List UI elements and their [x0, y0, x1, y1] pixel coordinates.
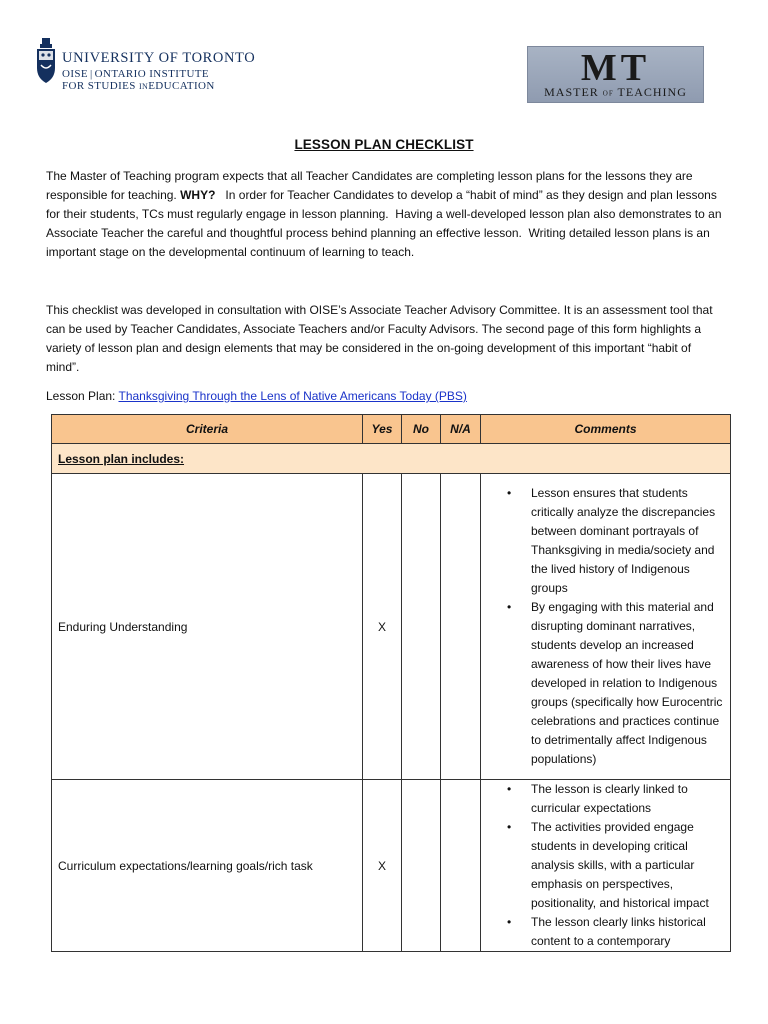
- mt-caption-master: MASTER: [544, 85, 599, 99]
- mt-caption: [528, 85, 703, 100]
- oise-line-2: [62, 80, 215, 92]
- yes-cell: X: [363, 780, 402, 952]
- na-cell: [441, 780, 481, 952]
- table-header-row: [52, 415, 731, 444]
- comment-item: • Lesson ensures that students critically analyze the discrepancies between dominant portrayals of Thanksgiving in media/society and the lived history of Indigenous groups: [531, 484, 724, 598]
- mt-caption-of: OF: [602, 89, 614, 98]
- intro-paragraph-2: This checklist was developed in consultation with OISE’s Associate Teacher Advisory Committee. It is an assessment tool that can be used by Teacher Candidates, Associate Teachers and/or Faculty Advisors. The second page of this form highlights a variety of lesson plan and design elements that may be considered in the on-going development of this important “habit of mind”.: [46, 303, 713, 374]
- checklist-table: [51, 414, 731, 952]
- mt-caption-teaching: TEACHING: [617, 85, 687, 99]
- oise-line-2-in: IN: [138, 82, 149, 91]
- oise-line-2-a: FOR STUDIES: [62, 80, 136, 92]
- criteria-cell: Curriculum expectations/learning goals/rich task: [52, 780, 363, 952]
- lesson-plan-label: Lesson Plan:: [46, 389, 119, 403]
- comments-cell: [481, 474, 731, 780]
- table-row: [52, 474, 731, 780]
- master-of-teaching-logo: [527, 46, 704, 103]
- mt-letters: MT: [580, 47, 651, 89]
- comments-cell: [481, 780, 731, 952]
- comments-list: [487, 484, 724, 769]
- oise-line-2-b: EDUCATION: [148, 80, 215, 92]
- university-name: UNIVERSITY OF TORONTO: [62, 50, 256, 66]
- oise-line-1: [62, 68, 209, 80]
- no-cell: [402, 474, 441, 780]
- intro-p1-text-a: The Master of Teaching program expects that all Teacher Candidates are completing lesson plans for the lessons they are responsible for teaching.: [46, 169, 693, 202]
- criteria-cell: Enduring Understanding: [52, 474, 363, 780]
- oise-line-1-text: ONTARIO INSTITUTE: [94, 68, 210, 80]
- logo-separator: |: [90, 68, 93, 80]
- header-na: N/A: [441, 415, 481, 444]
- comment-item: • By engaging with this material and disrupting dominant narratives, students develop an increased awareness of how their lives have developed in relation to Indigenous groups (specifically how Eurocentric celebrations and practices continue to detrimentally affect Indigenous populations): [531, 598, 724, 769]
- header-yes: Yes: [363, 415, 402, 444]
- header-no: No: [402, 415, 441, 444]
- table-row: [52, 780, 731, 952]
- lesson-plan-line: [46, 387, 467, 406]
- lesson-plan-link[interactable]: Thanksgiving Through the Lens of Native Americans Today (PBS): [118, 389, 467, 403]
- no-cell: [402, 780, 441, 952]
- header-comments: Comments: [481, 415, 731, 444]
- comments-list: [487, 780, 724, 951]
- uoft-crest-icon: [36, 38, 56, 84]
- intro-p1-text-b: In order for Teacher Candidates to develop a “habit of mind” as they design and plan lessons for their students, TCs must regularly engage in lesson planning. Having a well-developed lesson plan also demonstrates to an Associate Teacher the careful and thoughtful process behind planning an effective lesson. Writing detailed lesson plans is an important stage on the developmental continuum of learning to teach.: [46, 188, 725, 259]
- header-criteria: Criteria: [52, 415, 363, 444]
- section-label: Lesson plan includes:: [58, 451, 185, 466]
- intro-paragraph-1: [46, 167, 726, 262]
- section-cell: [52, 444, 731, 474]
- page-title: LESSON PLAN CHECKLIST: [294, 137, 474, 152]
- comment-item: • The lesson clearly links historical content to a contemporary: [531, 913, 724, 951]
- oise-abbrev: OISE: [62, 68, 89, 80]
- na-cell: [441, 474, 481, 780]
- comment-item: • The lesson is clearly linked to curricular expectations: [531, 780, 724, 818]
- uoft-oise-logo: [36, 36, 266, 96]
- intro-why: WHY?: [180, 188, 216, 202]
- section-row: [52, 444, 731, 474]
- yes-cell: X: [363, 474, 402, 780]
- comment-item: • The activities provided engage students in developing critical analysis skills, with a particular emphasis on perspectives, positionality, and historical impact: [531, 818, 724, 913]
